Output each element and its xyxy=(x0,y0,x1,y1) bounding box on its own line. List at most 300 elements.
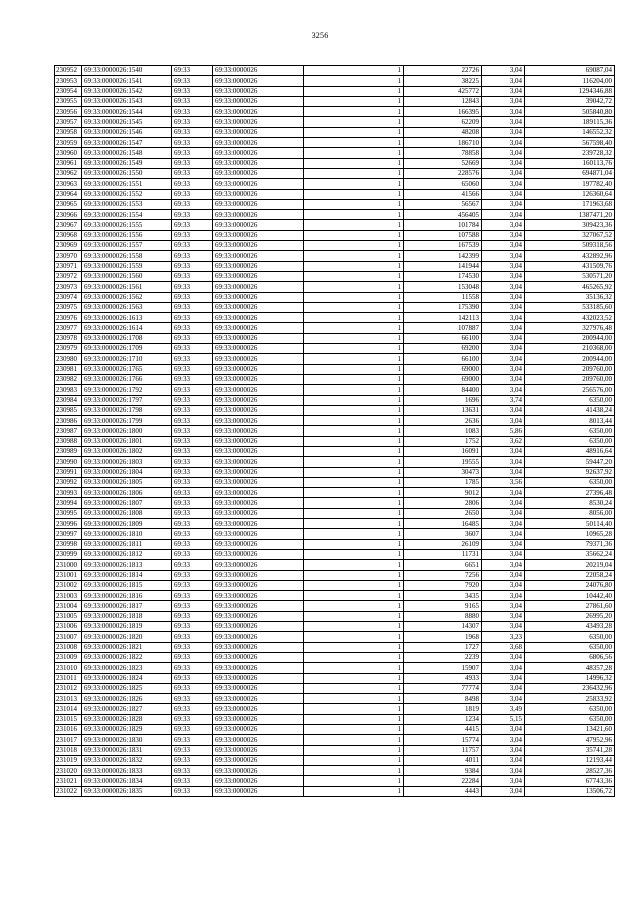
cadastral-value-cell: 432023,52 xyxy=(525,313,615,323)
cadastral-number-cell: 69:33:0000026:1555 xyxy=(82,220,172,230)
cadastral-value-table xyxy=(54,65,615,797)
table-row xyxy=(55,446,615,456)
page-number: 3256 xyxy=(311,31,329,40)
group-cell: 1 xyxy=(304,333,404,343)
district-code-cell: 69:33 xyxy=(172,405,213,415)
district-code-cell: 69:33 xyxy=(172,271,213,281)
specific-value-cell: 3,04 xyxy=(482,313,525,323)
row-number-cell: 231022 xyxy=(55,786,82,796)
district-code-cell: 69:33 xyxy=(172,549,213,559)
specific-value-cell: 3,04 xyxy=(482,220,525,230)
cadastral-value-cell: 27861,60 xyxy=(525,601,615,611)
specific-value-cell: 3,04 xyxy=(482,292,525,302)
row-number-cell: 231010 xyxy=(55,663,82,673)
cadastral-number-cell: 69:33:0000026:1808 xyxy=(82,508,172,518)
cadastral-value-cell: 8013,44 xyxy=(525,416,615,426)
district-code-cell: 69:33 xyxy=(172,364,213,374)
group-cell: 1 xyxy=(304,457,404,467)
cadastral-number-cell: 69:33:0000026:1832 xyxy=(82,755,172,765)
specific-value-cell: 3,04 xyxy=(482,354,525,364)
quarter-number-cell: 69:33:0000026 xyxy=(213,580,304,590)
cadastral-value-cell: 25833,92 xyxy=(525,694,615,704)
table-row xyxy=(55,632,615,642)
specific-value-cell: 3,56 xyxy=(482,477,525,487)
cadastral-value-cell: 59447,20 xyxy=(525,457,615,467)
area-cell: 65060 xyxy=(404,179,482,189)
cadastral-number-cell: 69:33:0000026:1708 xyxy=(82,333,172,343)
group-cell: 1 xyxy=(304,323,404,333)
table-row xyxy=(55,374,615,384)
quarter-number-cell: 69:33:0000026 xyxy=(213,745,304,755)
cadastral-number-cell: 69:33:0000026:1799 xyxy=(82,416,172,426)
cadastral-value-cell: 694871,04 xyxy=(525,168,615,178)
group-cell: 1 xyxy=(304,498,404,508)
quarter-number-cell: 69:33:0000026 xyxy=(213,96,304,106)
cadastral-number-cell: 69:33:0000026:1554 xyxy=(82,210,172,220)
area-cell: 38225 xyxy=(404,76,482,86)
area-cell: 4443 xyxy=(404,786,482,796)
quarter-number-cell: 69:33:0000026 xyxy=(213,539,304,549)
quarter-number-cell: 69:33:0000026 xyxy=(213,302,304,312)
cadastral-value-cell: 48916,64 xyxy=(525,446,615,456)
specific-value-cell: 3,04 xyxy=(482,148,525,158)
district-code-cell: 69:33 xyxy=(172,395,213,405)
specific-value-cell: 3,68 xyxy=(482,642,525,652)
quarter-number-cell: 69:33:0000026 xyxy=(213,457,304,467)
quarter-number-cell: 69:33:0000026 xyxy=(213,210,304,220)
quarter-number-cell: 69:33:0000026 xyxy=(213,323,304,333)
group-cell: 1 xyxy=(304,271,404,281)
cadastral-number-cell: 69:33:0000026:1827 xyxy=(82,704,172,714)
cadastral-number-cell: 69:33:0000026:1559 xyxy=(82,261,172,271)
cadastral-number-cell: 69:33:0000026:1820 xyxy=(82,632,172,642)
table-row xyxy=(55,560,615,570)
quarter-number-cell: 69:33:0000026 xyxy=(213,251,304,261)
cadastral-value-cell: 12193,44 xyxy=(525,755,615,765)
table-row xyxy=(55,179,615,189)
area-cell: 1752 xyxy=(404,436,482,446)
group-cell: 1 xyxy=(304,374,404,384)
area-cell: 1819 xyxy=(404,704,482,714)
cadastral-number-cell: 69:33:0000026:1834 xyxy=(82,776,172,786)
row-number-cell: 230996 xyxy=(55,519,82,529)
area-cell: 62209 xyxy=(404,117,482,127)
cadastral-number-cell: 69:33:0000026:1614 xyxy=(82,323,172,333)
group-cell: 1 xyxy=(304,601,404,611)
district-code-cell: 69:33 xyxy=(172,786,213,796)
row-number-cell: 230982 xyxy=(55,374,82,384)
quarter-number-cell: 69:33:0000026 xyxy=(213,261,304,271)
quarter-number-cell: 69:33:0000026 xyxy=(213,354,304,364)
district-code-cell: 69:33 xyxy=(172,714,213,724)
group-cell: 1 xyxy=(304,539,404,549)
quarter-number-cell: 69:33:0000026 xyxy=(213,364,304,374)
row-number-cell: 230962 xyxy=(55,168,82,178)
quarter-number-cell: 69:33:0000026 xyxy=(213,755,304,765)
area-cell: 78858 xyxy=(404,148,482,158)
group-cell: 1 xyxy=(304,416,404,426)
area-cell: 13631 xyxy=(404,405,482,415)
district-code-cell: 69:33 xyxy=(172,735,213,745)
cadastral-number-cell: 69:33:0000026:1798 xyxy=(82,405,172,415)
group-cell: 1 xyxy=(304,755,404,765)
row-number-cell: 230952 xyxy=(55,66,82,76)
cadastral-number-cell: 69:33:0000026:1544 xyxy=(82,107,172,117)
table-row xyxy=(55,189,615,199)
area-cell: 11731 xyxy=(404,549,482,559)
group-cell: 1 xyxy=(304,261,404,271)
area-cell: 425772 xyxy=(404,86,482,96)
table-row xyxy=(55,549,615,559)
area-cell: 11757 xyxy=(404,745,482,755)
district-code-cell: 69:33 xyxy=(172,168,213,178)
specific-value-cell: 3,04 xyxy=(482,333,525,343)
area-cell: 14307 xyxy=(404,622,482,632)
area-cell: 84400 xyxy=(404,385,482,395)
area-cell: 1968 xyxy=(404,632,482,642)
quarter-number-cell: 69:33:0000026 xyxy=(213,426,304,436)
table-row xyxy=(55,138,615,148)
quarter-number-cell: 69:33:0000026 xyxy=(213,488,304,498)
group-cell: 1 xyxy=(304,673,404,683)
cadastral-value-cell: 48357,28 xyxy=(525,663,615,673)
quarter-number-cell: 69:33:0000026 xyxy=(213,199,304,209)
area-cell: 8880 xyxy=(404,611,482,621)
cadastral-value-cell: 20219,04 xyxy=(525,560,615,570)
specific-value-cell: 3,04 xyxy=(482,179,525,189)
area-cell: 30473 xyxy=(404,467,482,477)
group-cell: 1 xyxy=(304,436,404,446)
cadastral-number-cell: 69:33:0000026:1813 xyxy=(82,560,172,570)
quarter-number-cell: 69:33:0000026 xyxy=(213,652,304,662)
specific-value-cell: 3,04 xyxy=(482,580,525,590)
district-code-cell: 69:33 xyxy=(172,611,213,621)
row-number-cell: 231018 xyxy=(55,745,82,755)
table-row xyxy=(55,467,615,477)
specific-value-cell: 3,04 xyxy=(482,230,525,240)
group-cell: 1 xyxy=(304,241,404,251)
quarter-number-cell: 69:33:0000026 xyxy=(213,704,304,714)
cadastral-number-cell: 69:33:0000026:1812 xyxy=(82,549,172,559)
cadastral-value-cell: 24076,80 xyxy=(525,580,615,590)
district-code-cell: 69:33 xyxy=(172,694,213,704)
specific-value-cell: 3,04 xyxy=(482,271,525,281)
cadastral-number-cell: 69:33:0000026:1556 xyxy=(82,230,172,240)
table-row xyxy=(55,745,615,755)
table-row xyxy=(55,683,615,693)
specific-value-cell: 3,04 xyxy=(482,652,525,662)
row-number-cell: 230958 xyxy=(55,127,82,137)
specific-value-cell: 3,04 xyxy=(482,508,525,518)
specific-value-cell: 3,04 xyxy=(482,611,525,621)
row-number-cell: 230985 xyxy=(55,405,82,415)
specific-value-cell: 3,04 xyxy=(482,189,525,199)
quarter-number-cell: 69:33:0000026 xyxy=(213,282,304,292)
table-row xyxy=(55,570,615,580)
cadastral-value-cell: 160113,76 xyxy=(525,158,615,168)
cadastral-number-cell: 69:33:0000026:1807 xyxy=(82,498,172,508)
quarter-number-cell: 69:33:0000026 xyxy=(213,735,304,745)
group-cell: 1 xyxy=(304,591,404,601)
cadastral-value-cell: 6350,00 xyxy=(525,426,615,436)
quarter-number-cell: 69:33:0000026 xyxy=(213,549,304,559)
cadastral-value-cell: 171963,68 xyxy=(525,199,615,209)
district-code-cell: 69:33 xyxy=(172,354,213,364)
specific-value-cell: 3,04 xyxy=(482,385,525,395)
group-cell: 1 xyxy=(304,117,404,127)
quarter-number-cell: 69:33:0000026 xyxy=(213,683,304,693)
row-number-cell: 230989 xyxy=(55,446,82,456)
district-code-cell: 69:33 xyxy=(172,86,213,96)
group-cell: 1 xyxy=(304,446,404,456)
specific-value-cell: 3,04 xyxy=(482,786,525,796)
cadastral-value-cell: 210368,00 xyxy=(525,344,615,354)
quarter-number-cell: 69:33:0000026 xyxy=(213,127,304,137)
row-number-cell: 231012 xyxy=(55,683,82,693)
row-number-cell: 231017 xyxy=(55,735,82,745)
table-row xyxy=(55,601,615,611)
district-code-cell: 69:33 xyxy=(172,704,213,714)
cadastral-value-cell: 35741,28 xyxy=(525,745,615,755)
group-cell: 1 xyxy=(304,683,404,693)
table-row xyxy=(55,725,615,735)
area-cell: 77774 xyxy=(404,683,482,693)
row-number-cell: 230960 xyxy=(55,148,82,158)
group-cell: 1 xyxy=(304,66,404,76)
area-cell: 52669 xyxy=(404,158,482,168)
row-number-cell: 231003 xyxy=(55,591,82,601)
table-row xyxy=(55,282,615,292)
district-code-cell: 69:33 xyxy=(172,251,213,261)
cadastral-number-cell: 69:33:0000026:1562 xyxy=(82,292,172,302)
area-cell: 2806 xyxy=(404,498,482,508)
cadastral-number-cell: 69:33:0000026:1542 xyxy=(82,86,172,96)
area-cell: 1785 xyxy=(404,477,482,487)
district-code-cell: 69:33 xyxy=(172,220,213,230)
quarter-number-cell: 69:33:0000026 xyxy=(213,385,304,395)
specific-value-cell: 3,04 xyxy=(482,570,525,580)
district-code-cell: 69:33 xyxy=(172,323,213,333)
district-code-cell: 69:33 xyxy=(172,333,213,343)
cadastral-value-cell: 10442,40 xyxy=(525,591,615,601)
cadastral-number-cell: 69:33:0000026:1550 xyxy=(82,168,172,178)
table-row xyxy=(55,673,615,683)
table-row xyxy=(55,436,615,446)
quarter-number-cell: 69:33:0000026 xyxy=(213,591,304,601)
specific-value-cell: 3,04 xyxy=(482,251,525,261)
cadastral-number-cell: 69:33:0000026:1613 xyxy=(82,313,172,323)
quarter-number-cell: 69:33:0000026 xyxy=(213,446,304,456)
quarter-number-cell: 69:33:0000026 xyxy=(213,117,304,127)
specific-value-cell: 3,04 xyxy=(482,107,525,117)
row-number-cell: 230961 xyxy=(55,158,82,168)
table-row xyxy=(55,477,615,487)
row-number-cell: 230987 xyxy=(55,426,82,436)
group-cell: 1 xyxy=(304,745,404,755)
area-cell: 153048 xyxy=(404,282,482,292)
specific-value-cell: 3,04 xyxy=(482,168,525,178)
specific-value-cell: 3,49 xyxy=(482,704,525,714)
cadastral-value-cell: 8530,24 xyxy=(525,498,615,508)
area-cell: 4415 xyxy=(404,725,482,735)
cadastral-number-cell: 69:33:0000026:1806 xyxy=(82,488,172,498)
cadastral-number-cell: 69:33:0000026:1540 xyxy=(82,66,172,76)
row-number-cell: 230967 xyxy=(55,220,82,230)
cadastral-value-cell: 197782,40 xyxy=(525,179,615,189)
specific-value-cell: 3,04 xyxy=(482,210,525,220)
district-code-cell: 69:33 xyxy=(172,488,213,498)
cadastral-value-cell: 236432,96 xyxy=(525,683,615,693)
group-cell: 1 xyxy=(304,292,404,302)
quarter-number-cell: 69:33:0000026 xyxy=(213,519,304,529)
table-row xyxy=(55,251,615,261)
table-row xyxy=(55,333,615,343)
cadastral-number-cell: 69:33:0000026:1831 xyxy=(82,745,172,755)
cadastral-number-cell: 69:33:0000026:1541 xyxy=(82,76,172,86)
row-number-cell: 230998 xyxy=(55,539,82,549)
cadastral-number-cell: 69:33:0000026:1563 xyxy=(82,302,172,312)
district-code-cell: 69:33 xyxy=(172,498,213,508)
row-number-cell: 231005 xyxy=(55,611,82,621)
quarter-number-cell: 69:33:0000026 xyxy=(213,436,304,446)
cadastral-value-cell: 200944,00 xyxy=(525,354,615,364)
district-code-cell: 69:33 xyxy=(172,725,213,735)
district-code-cell: 69:33 xyxy=(172,76,213,86)
district-code-cell: 69:33 xyxy=(172,107,213,117)
area-cell: 142113 xyxy=(404,313,482,323)
cadastral-value-cell: 256576,00 xyxy=(525,385,615,395)
cadastral-value-cell: 6350,00 xyxy=(525,436,615,446)
cadastral-number-cell: 69:33:0000026:1833 xyxy=(82,766,172,776)
table-row xyxy=(55,76,615,86)
row-number-cell: 230959 xyxy=(55,138,82,148)
cadastral-number-cell: 69:33:0000026:1830 xyxy=(82,735,172,745)
cadastral-value-cell: 13506,72 xyxy=(525,786,615,796)
cadastral-number-cell: 69:33:0000026:1797 xyxy=(82,395,172,405)
area-cell: 175390 xyxy=(404,302,482,312)
cadastral-value-cell: 47952,96 xyxy=(525,735,615,745)
row-number-cell: 230977 xyxy=(55,323,82,333)
specific-value-cell: 3,04 xyxy=(482,776,525,786)
area-cell: 2239 xyxy=(404,652,482,662)
cadastral-value-cell: 505840,80 xyxy=(525,107,615,117)
area-cell: 15907 xyxy=(404,663,482,673)
row-number-cell: 231015 xyxy=(55,714,82,724)
group-cell: 1 xyxy=(304,220,404,230)
cadastral-number-cell: 69:33:0000026:1548 xyxy=(82,148,172,158)
table-row xyxy=(55,591,615,601)
row-number-cell: 230954 xyxy=(55,86,82,96)
group-cell: 1 xyxy=(304,580,404,590)
cadastral-number-cell: 69:33:0000026:1545 xyxy=(82,117,172,127)
area-cell: 9012 xyxy=(404,488,482,498)
specific-value-cell: 3,04 xyxy=(482,529,525,539)
cadastral-value-cell: 14996,32 xyxy=(525,673,615,683)
cadastral-value-cell: 26995,20 xyxy=(525,611,615,621)
cadastral-value-cell: 13421,60 xyxy=(525,725,615,735)
row-number-cell: 230966 xyxy=(55,210,82,220)
district-code-cell: 69:33 xyxy=(172,622,213,632)
row-number-cell: 230957 xyxy=(55,117,82,127)
district-code-cell: 69:33 xyxy=(172,127,213,137)
group-cell: 1 xyxy=(304,560,404,570)
group-cell: 1 xyxy=(304,467,404,477)
table-row xyxy=(55,117,615,127)
cadastral-number-cell: 69:33:0000026:1801 xyxy=(82,436,172,446)
cadastral-value-cell: 116204,00 xyxy=(525,76,615,86)
specific-value-cell: 3,04 xyxy=(482,591,525,601)
area-cell: 1696 xyxy=(404,395,482,405)
cadastral-value-cell: 239728,32 xyxy=(525,148,615,158)
cadastral-number-cell: 69:33:0000026:1824 xyxy=(82,673,172,683)
quarter-number-cell: 69:33:0000026 xyxy=(213,76,304,86)
quarter-number-cell: 69:33:0000026 xyxy=(213,107,304,117)
district-code-cell: 69:33 xyxy=(172,601,213,611)
row-number-cell: 230974 xyxy=(55,292,82,302)
district-code-cell: 69:33 xyxy=(172,416,213,426)
table-row xyxy=(55,241,615,251)
cadastral-number-cell: 69:33:0000026:1809 xyxy=(82,519,172,529)
cadastral-value-cell: 567598,40 xyxy=(525,138,615,148)
group-cell: 1 xyxy=(304,529,404,539)
row-number-cell: 230986 xyxy=(55,416,82,426)
cadastral-number-cell: 69:33:0000026:1818 xyxy=(82,611,172,621)
district-code-cell: 69:33 xyxy=(172,745,213,755)
row-number-cell: 231000 xyxy=(55,560,82,570)
group-cell: 1 xyxy=(304,549,404,559)
row-number-cell: 230999 xyxy=(55,549,82,559)
row-number-cell: 231009 xyxy=(55,652,82,662)
quarter-number-cell: 69:33:0000026 xyxy=(213,241,304,251)
group-cell: 1 xyxy=(304,786,404,796)
quarter-number-cell: 69:33:0000026 xyxy=(213,168,304,178)
cadastral-number-cell: 69:33:0000026:1710 xyxy=(82,354,172,364)
cadastral-number-cell: 69:33:0000026:1792 xyxy=(82,385,172,395)
district-code-cell: 69:33 xyxy=(172,426,213,436)
specific-value-cell: 5,15 xyxy=(482,714,525,724)
table-row xyxy=(55,766,615,776)
cadastral-number-cell: 69:33:0000026:1819 xyxy=(82,622,172,632)
district-code-cell: 69:33 xyxy=(172,683,213,693)
group-cell: 1 xyxy=(304,354,404,364)
area-cell: 1727 xyxy=(404,642,482,652)
quarter-number-cell: 69:33:0000026 xyxy=(213,642,304,652)
group-cell: 1 xyxy=(304,622,404,632)
cadastral-number-cell: 69:33:0000026:1549 xyxy=(82,158,172,168)
cadastral-number-cell: 69:33:0000026:1816 xyxy=(82,591,172,601)
table-row xyxy=(55,66,615,76)
specific-value-cell: 3,04 xyxy=(482,76,525,86)
row-number-cell: 230953 xyxy=(55,76,82,86)
row-number-cell: 230963 xyxy=(55,179,82,189)
table-row xyxy=(55,395,615,405)
row-number-cell: 230981 xyxy=(55,364,82,374)
table-row xyxy=(55,354,615,364)
quarter-number-cell: 69:33:0000026 xyxy=(213,405,304,415)
row-number-cell: 231001 xyxy=(55,570,82,580)
group-cell: 1 xyxy=(304,776,404,786)
row-number-cell: 230995 xyxy=(55,508,82,518)
area-cell: 3607 xyxy=(404,529,482,539)
area-cell: 16485 xyxy=(404,519,482,529)
area-cell: 48208 xyxy=(404,127,482,137)
group-cell: 1 xyxy=(304,508,404,518)
row-number-cell: 230968 xyxy=(55,230,82,240)
group-cell: 1 xyxy=(304,313,404,323)
district-code-cell: 69:33 xyxy=(172,663,213,673)
table-row xyxy=(55,364,615,374)
specific-value-cell: 3,04 xyxy=(482,601,525,611)
